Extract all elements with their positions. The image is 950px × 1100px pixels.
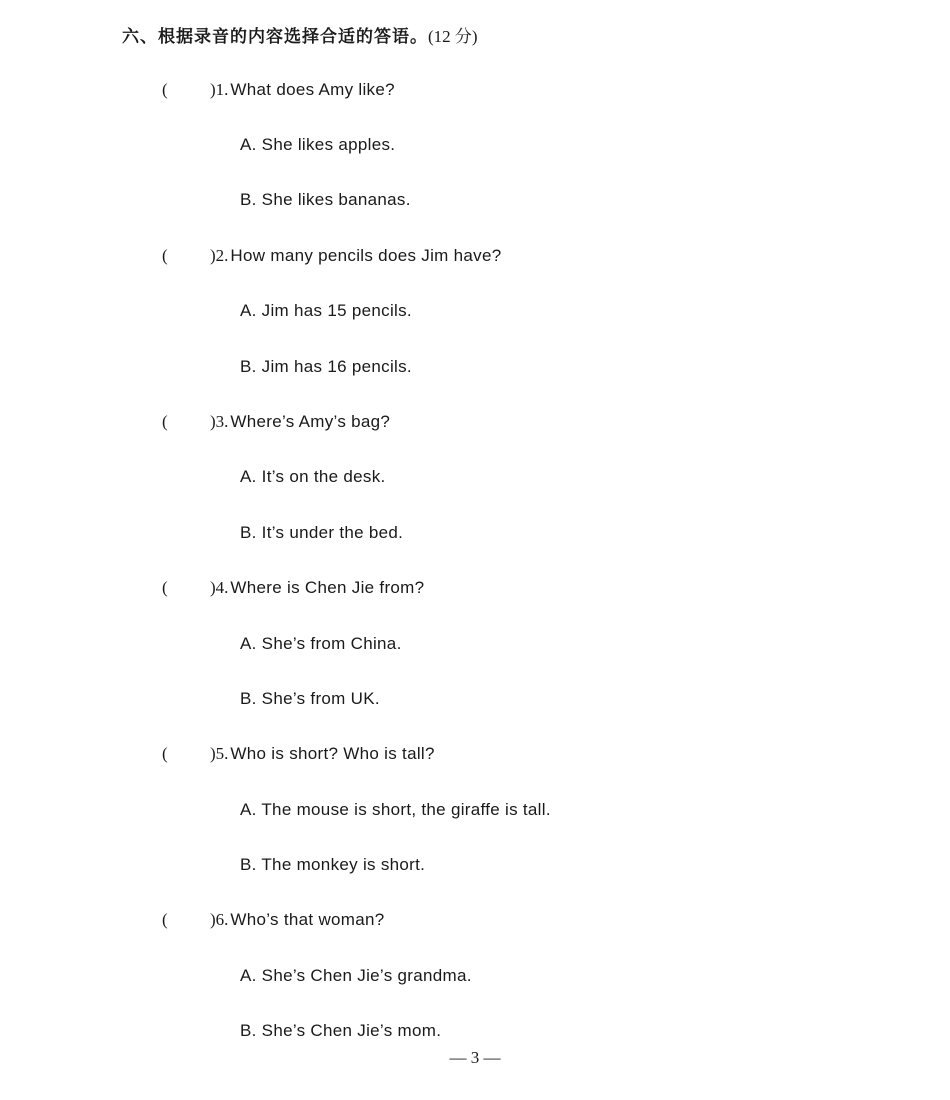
question-number-2: )2. — [210, 246, 229, 265]
question-5-option-a: A. The mouse is short, the giraffe is tall. — [240, 800, 551, 819]
question-text-6: Who’s that woman? — [230, 910, 385, 929]
page-number: — 3 — — [449, 1048, 501, 1067]
question-number-6: )6. — [210, 910, 229, 929]
question-3 — [162, 410, 390, 434]
question-5 — [162, 742, 435, 766]
question-3-option-b: B. It’s under the bed. — [240, 523, 404, 542]
question-1-option-b: B. She likes bananas. — [240, 190, 411, 209]
question-1 — [162, 78, 395, 102]
question-5-option-b: B. The monkey is short. — [240, 855, 426, 874]
question-number-1: )1. — [210, 80, 229, 99]
section-title — [122, 22, 478, 47]
question-4-option-a: A. She’s from China. — [240, 634, 402, 653]
question-4-option-b: B. She’s from UK. — [240, 689, 380, 708]
answer-blank-6[interactable]: ( — [162, 910, 168, 929]
question-number-4: )4. — [210, 578, 229, 597]
question-2-option-b: B. Jim has 16 pencils. — [240, 357, 412, 376]
question-text-5: Who is short? Who is tall? — [230, 744, 435, 763]
question-text-1: What does Amy like? — [230, 80, 395, 99]
question-3-option-a: A. It’s on the desk. — [240, 467, 386, 486]
question-2 — [162, 244, 501, 268]
answer-blank-1[interactable]: ( — [162, 80, 168, 99]
section-title-text: 六、根据录音的内容选择合适的答语。 — [122, 27, 428, 47]
answer-blank-4[interactable]: ( — [162, 578, 168, 597]
question-text-2: How many pencils does Jim have? — [230, 246, 502, 265]
section-points: (12 分) — [428, 27, 478, 46]
answer-blank-2[interactable]: ( — [162, 246, 168, 265]
answer-blank-3[interactable]: ( — [162, 412, 168, 431]
question-4 — [162, 576, 424, 600]
answer-blank-5[interactable]: ( — [162, 744, 168, 763]
question-text-3: Where’s Amy’s bag? — [230, 412, 391, 431]
question-number-3: )3. — [210, 412, 229, 431]
question-1-option-a: A. She likes apples. — [240, 135, 396, 154]
question-text-4: Where is Chen Jie from? — [230, 578, 425, 597]
question-number-5: )5. — [210, 744, 229, 763]
question-6-option-a: A. She’s Chen Jie’s grandma. — [240, 966, 472, 985]
question-2-option-a: A. Jim has 15 pencils. — [240, 301, 412, 320]
question-6 — [162, 908, 385, 932]
question-6-option-b: B. She’s Chen Jie’s mom. — [240, 1021, 442, 1040]
